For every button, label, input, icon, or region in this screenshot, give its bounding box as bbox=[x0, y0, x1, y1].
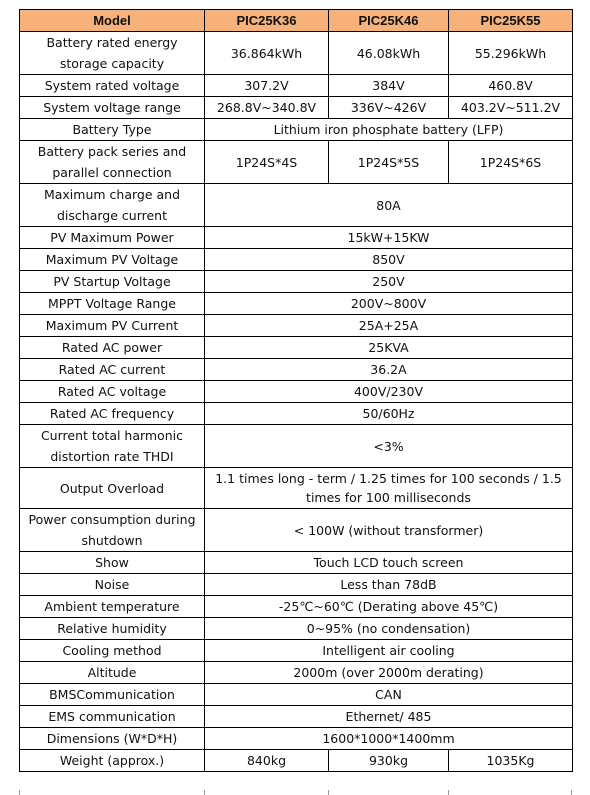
table-row bbox=[20, 403, 573, 425]
value-cell: 0~95% (no condensation) bbox=[205, 618, 573, 640]
tick-mark bbox=[328, 790, 329, 795]
row-label: Altitude bbox=[20, 662, 205, 684]
table-row bbox=[20, 728, 573, 750]
row-label: Maximum PV Voltage bbox=[20, 249, 205, 271]
table-row bbox=[20, 750, 573, 772]
value-cell: -25℃~60℃ (Derating above 45℃) bbox=[205, 596, 573, 618]
value-cell: 460.8V bbox=[449, 75, 573, 97]
value-cell: 403.2V~511.2V bbox=[449, 97, 573, 119]
value-cell: 25KVA bbox=[205, 337, 573, 359]
value-cell: <3% bbox=[205, 425, 573, 468]
value-cell: 50/60Hz bbox=[205, 403, 573, 425]
value-cell: Lithium iron phosphate battery (LFP) bbox=[205, 119, 573, 141]
value-cell: 36.2A bbox=[205, 359, 573, 381]
value-cell: Touch LCD touch screen bbox=[205, 552, 573, 574]
value-cell: 15kW+15KW bbox=[205, 227, 573, 249]
value-cell: 1P24S*6S bbox=[449, 141, 573, 184]
table-row bbox=[20, 574, 573, 596]
header-cell: Model bbox=[20, 10, 205, 32]
value-cell: Less than 78dB bbox=[205, 574, 573, 596]
row-label: Rated AC voltage bbox=[20, 381, 205, 403]
value-cell: 400V/230V bbox=[205, 381, 573, 403]
table-row bbox=[20, 227, 573, 249]
row-label: Show bbox=[20, 552, 205, 574]
row-label: Power consumption during shutdown bbox=[20, 509, 205, 552]
row-label: MPPT Voltage Range bbox=[20, 293, 205, 315]
table-row bbox=[20, 425, 573, 468]
table-row bbox=[20, 97, 573, 119]
table-row bbox=[20, 249, 573, 271]
table-row bbox=[20, 640, 573, 662]
row-label: Rated AC frequency bbox=[20, 403, 205, 425]
tick-mark bbox=[204, 790, 205, 795]
header-cell: PIC25K36 bbox=[205, 10, 329, 32]
row-label: Maximum charge and discharge current bbox=[20, 184, 205, 227]
value-cell: 1.1 times long - term / 1.25 times for 100 seconds / 1.5 times for 100 milliseconds bbox=[205, 468, 573, 509]
page-bottom-ticks bbox=[19, 790, 572, 791]
table-row bbox=[20, 706, 573, 728]
row-label: Current total harmonic distortion rate THDI bbox=[20, 425, 205, 468]
table-row bbox=[20, 184, 573, 227]
row-label: Dimensions (W*D*H) bbox=[20, 728, 205, 750]
row-label: Battery Type bbox=[20, 119, 205, 141]
row-label: EMS communication bbox=[20, 706, 205, 728]
spec-table bbox=[19, 9, 573, 772]
value-cell: 840kg bbox=[205, 750, 329, 772]
table-row bbox=[20, 337, 573, 359]
value-cell: 1P24S*4S bbox=[205, 141, 329, 184]
table-row bbox=[20, 32, 573, 75]
row-label: BMSCommunication bbox=[20, 684, 205, 706]
row-label: Rated AC power bbox=[20, 337, 205, 359]
value-cell: 1600*1000*1400mm bbox=[205, 728, 573, 750]
tick-mark bbox=[19, 790, 20, 795]
table-row bbox=[20, 662, 573, 684]
value-cell: 307.2V bbox=[205, 75, 329, 97]
table-row bbox=[20, 552, 573, 574]
table-row bbox=[20, 509, 573, 552]
row-label: Maximum PV Current bbox=[20, 315, 205, 337]
header-cell: PIC25K55 bbox=[449, 10, 573, 32]
table-row bbox=[20, 381, 573, 403]
value-cell: Intelligent air cooling bbox=[205, 640, 573, 662]
table-row bbox=[20, 618, 573, 640]
table-row bbox=[20, 119, 573, 141]
value-cell: 55.296kWh bbox=[449, 32, 573, 75]
table-row bbox=[20, 596, 573, 618]
row-label: Weight (approx.) bbox=[20, 750, 205, 772]
value-cell: 250V bbox=[205, 271, 573, 293]
table-row bbox=[20, 684, 573, 706]
row-label: System rated voltage bbox=[20, 75, 205, 97]
value-cell: CAN bbox=[205, 684, 573, 706]
row-label: Output Overload bbox=[20, 468, 205, 509]
value-cell: 850V bbox=[205, 249, 573, 271]
value-cell: 336V~426V bbox=[329, 97, 449, 119]
table-row bbox=[20, 359, 573, 381]
value-cell: < 100W (without transformer) bbox=[205, 509, 573, 552]
value-cell: 384V bbox=[329, 75, 449, 97]
value-cell: 80A bbox=[205, 184, 573, 227]
table-row bbox=[20, 468, 573, 509]
value-cell: 36.864kWh bbox=[205, 32, 329, 75]
value-cell: 46.08kWh bbox=[329, 32, 449, 75]
row-label: PV Maximum Power bbox=[20, 227, 205, 249]
tick-mark bbox=[448, 790, 449, 795]
row-label: Relative humidity bbox=[20, 618, 205, 640]
table-row bbox=[20, 75, 573, 97]
value-cell: 2000m (over 2000m derating) bbox=[205, 662, 573, 684]
row-label: System voltage range bbox=[20, 97, 205, 119]
value-cell: 25A+25A bbox=[205, 315, 573, 337]
table-row bbox=[20, 141, 573, 184]
row-label: PV Startup Voltage bbox=[20, 271, 205, 293]
table-row bbox=[20, 315, 573, 337]
row-label: Ambient temperature bbox=[20, 596, 205, 618]
value-cell: 268.8V~340.8V bbox=[205, 97, 329, 119]
value-cell: 1P24S*5S bbox=[329, 141, 449, 184]
value-cell: 1035Kg bbox=[449, 750, 573, 772]
row-label: Battery rated energy storage capacity bbox=[20, 32, 205, 75]
row-label: Rated AC current bbox=[20, 359, 205, 381]
row-label: Battery pack series and parallel connection bbox=[20, 141, 205, 184]
row-label: Noise bbox=[20, 574, 205, 596]
header-cell: PIC25K46 bbox=[329, 10, 449, 32]
table-row bbox=[20, 271, 573, 293]
value-cell: 200V~800V bbox=[205, 293, 573, 315]
table-row bbox=[20, 293, 573, 315]
row-label: Cooling method bbox=[20, 640, 205, 662]
tick-mark bbox=[571, 790, 572, 795]
table-header-row bbox=[20, 10, 573, 32]
value-cell: Ethernet/ 485 bbox=[205, 706, 573, 728]
value-cell: 930kg bbox=[329, 750, 449, 772]
